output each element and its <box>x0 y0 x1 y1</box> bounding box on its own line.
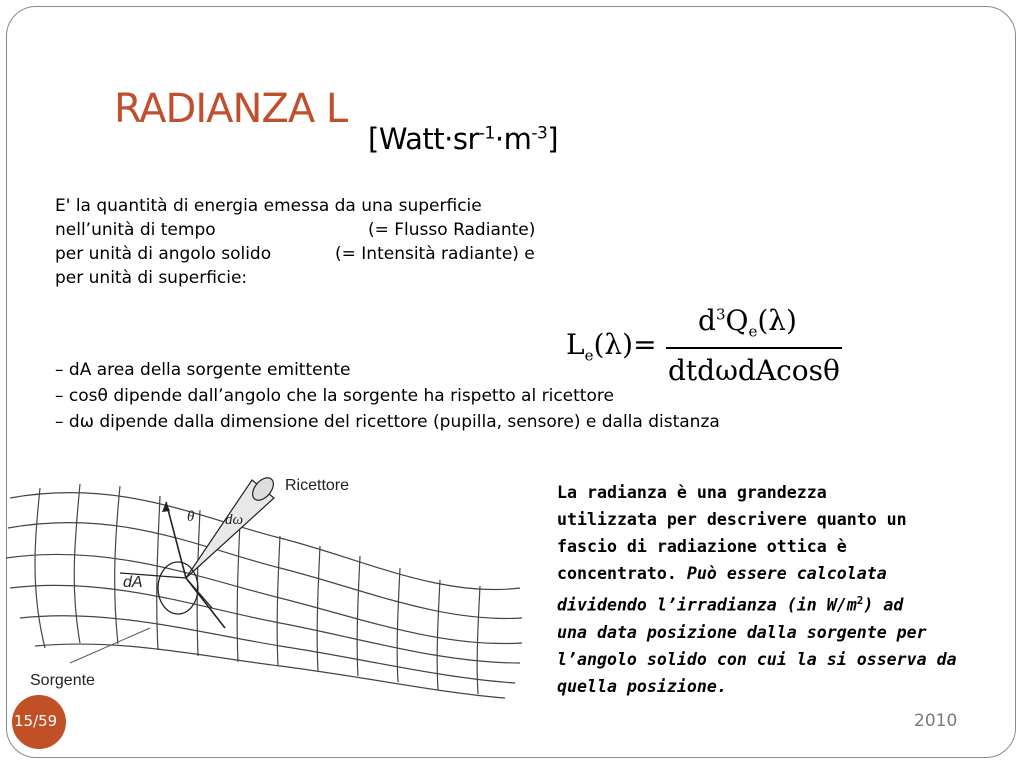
definition-line-note: (= Flusso Radiante) <box>368 220 536 240</box>
note-text: concentrato. <box>557 564 687 583</box>
domega-label: dω <box>225 512 244 528</box>
definition-text <box>55 194 536 290</box>
note-line <box>557 560 987 587</box>
formula-lhs-symbol: L <box>566 328 585 361</box>
bullet-list <box>55 357 720 435</box>
formula-num-exp: 3 <box>715 305 726 324</box>
note-line: utilizzata per descrivere quanto un <box>557 510 907 529</box>
note-italic: l’angolo solido con cui la si osserva da <box>557 649 957 669</box>
receiver-label: Ricettore <box>285 477 350 494</box>
note-italic: ) ad <box>863 595 904 615</box>
definition-line <box>55 194 482 218</box>
definition-line-text: per unità di angolo solido <box>55 244 272 264</box>
bullet-item: – dA area della sorgente emittente <box>55 360 351 380</box>
formula-num-sub: e <box>748 322 758 341</box>
definition-line <box>55 242 535 266</box>
radiance-diagram <box>0 458 540 708</box>
definition-line-text: nell’unità di tempo <box>55 220 216 240</box>
units-prefix: [Watt·sr <box>368 122 479 156</box>
formula-lhs-sub: e <box>584 346 594 365</box>
definition-line-note: (= Intensità radiante) e <box>335 244 535 264</box>
note-italic: Può essere calcolata <box>686 564 887 583</box>
radiance-note <box>557 479 987 700</box>
formula-num-rest: (λ) <box>757 304 797 337</box>
formula-numerator <box>698 304 797 341</box>
note-line: fascio di radiazione ottica è <box>557 537 847 556</box>
footer-year: 2010 <box>914 711 958 731</box>
note-line <box>557 673 987 700</box>
da-label: dA <box>123 574 143 591</box>
definition-line-text: E' la quantità di energia emessa da una superficie <box>55 196 482 216</box>
note-line <box>557 646 987 673</box>
note-italic: una data posizione dalla sorgente per <box>557 622 927 642</box>
formula-num-q: Q <box>725 304 749 337</box>
definition-line <box>55 218 536 242</box>
formula-denominator: dtdωdAcosθ <box>668 354 840 387</box>
fraction-bar <box>666 347 842 349</box>
units-mid: ·m <box>494 122 532 156</box>
note-line <box>557 587 987 619</box>
units-label <box>368 122 558 156</box>
definition-line <box>55 266 482 290</box>
theta-label: θ <box>187 509 195 525</box>
source-label: Sorgente <box>30 672 95 689</box>
note-line: La radianza è una grandezza <box>557 483 827 502</box>
surface-mesh-icon <box>6 484 522 698</box>
bullet-item: – dω dipende dalla dimensione del ricettore (pupilla, sensore) e dalla distanza <box>55 412 720 432</box>
note-italic: quella posizione. <box>557 676 727 696</box>
note-italic: dividendo l’irradianza (in W/m <box>557 595 857 615</box>
bullet-item: – cosθ dipende dall’angolo che la sorgente ha rispetto al ricettore <box>55 386 614 406</box>
note-line <box>557 619 987 646</box>
formula-lhs-rest: (λ)= <box>593 328 657 361</box>
definition-line-text: per unità di superficie: <box>55 268 248 288</box>
units-suffix: ] <box>547 122 559 156</box>
page-number: 15/59 <box>14 712 58 730</box>
solid-angle-cone-icon <box>70 474 277 663</box>
units-exp2: -3 <box>531 123 548 144</box>
formula-num-d: d <box>698 304 716 337</box>
slide-title: RADIANZA L <box>114 86 348 132</box>
note-superscript: 2 <box>856 594 864 607</box>
units-exp1: -1 <box>478 123 495 144</box>
